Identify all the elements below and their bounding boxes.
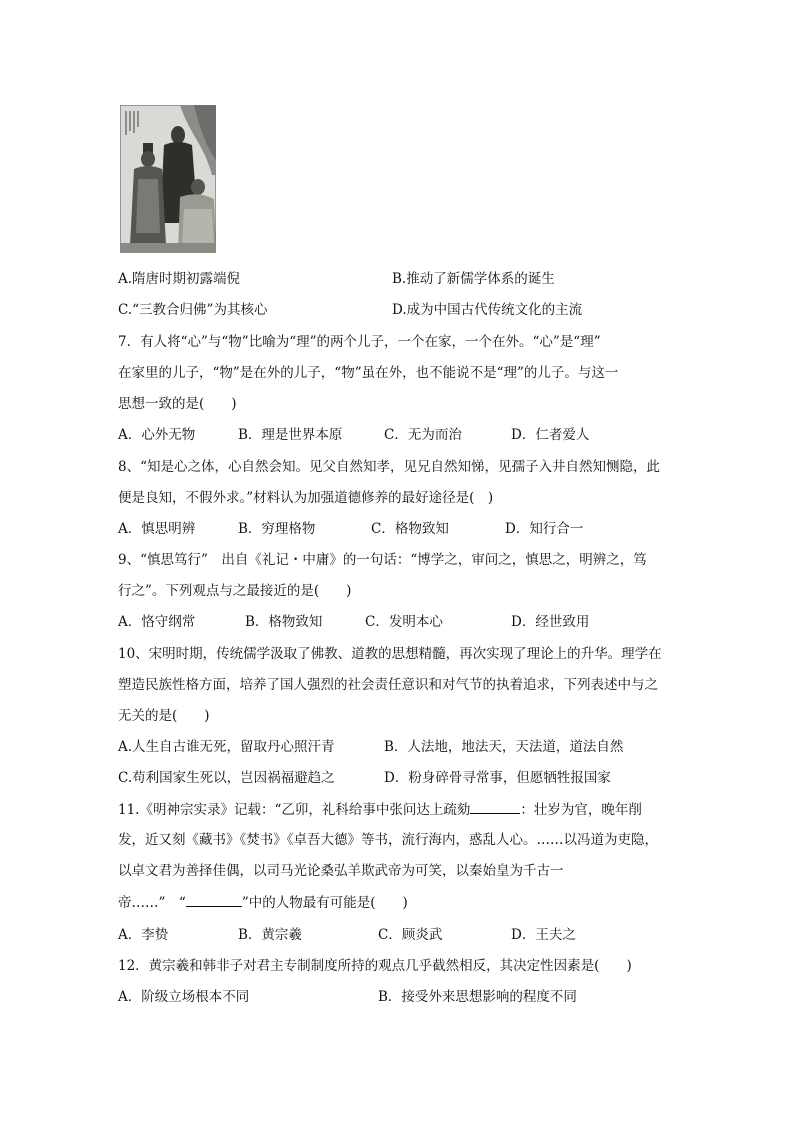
q11-option-a[interactable]: A．李贽 [118, 927, 169, 943]
q10-option-b[interactable]: B．人法地，地法天，天法道，道法自然 [384, 739, 624, 755]
q9-option-d[interactable]: D．经世致用 [511, 614, 590, 630]
q8-stem-line-1: 8、“知是心之体，心自然会知。见父自然知孝，见兄自然知悌，见孺子入井自然知恻隐，此 [118, 459, 660, 475]
q7-option-c[interactable]: C．无为而治 [384, 427, 462, 443]
q6-option-a[interactable]: A.隋唐时期初露端倪 [118, 271, 241, 287]
q7-option-a[interactable]: A．心外无物 [118, 427, 196, 443]
q9-option-c[interactable]: C．发明本心 [365, 614, 443, 630]
q11-option-c[interactable]: C．顾炎武 [378, 927, 443, 943]
q7-stem-line-3: 思想一致的是( ) [118, 396, 237, 412]
q11-option-d[interactable]: D．王夫之 [511, 927, 576, 943]
q11-stem-line-1 [118, 800, 642, 819]
q11-stem-line-1-post: ：壮岁为官，晚年削 [520, 802, 642, 818]
q10-option-d[interactable]: D．粉身碎骨寻常事，但愿牺牲报国家 [384, 770, 611, 786]
q8-option-d[interactable]: D．知行合一 [505, 521, 584, 537]
q8-stem-line-2: 便是良知，不假外求。”材料认为加强道德修养的最好途径是( ) [118, 490, 494, 506]
q9-stem-line-1: 9、“慎思笃行” 出自《礼记・中庸》的一句话：“博学之，审问之，慎思之，明辨之，笃 [118, 552, 647, 568]
q6-option-b[interactable]: B.推动了新儒学体系的诞生 [392, 271, 555, 287]
q9-option-a[interactable]: A．恪守纲常 [118, 614, 196, 630]
q7-stem-line-1: 7．有人将“心”与“物”比喻为“理”的两个儿子，一个在家，一个在外。“心”是“理” [118, 334, 601, 350]
q11-stem-line-4 [118, 893, 408, 912]
q7-option-d[interactable]: D．仁者爱人 [511, 427, 590, 443]
q12-option-b[interactable]: B．接受外来思想影响的程度不同 [378, 989, 577, 1005]
q11-stem-line-2: 发，近又刻《藏书》《焚书》《卓吾大德》等书，流行海内，惑乱人心。……以冯道为吏隐， [118, 832, 658, 848]
q11-stem-line-4-pre: 帝……” “ [118, 895, 186, 911]
q12-stem-line-1: 12．黄宗羲和韩非子对君主专制制度所持的观点几乎截然相反，其决定性因素是( ) [118, 958, 632, 974]
q12-option-a[interactable]: A．阶级立场根本不同 [118, 989, 250, 1005]
q10-stem-line-1: 10、宋明时期，传统儒学汲取了佛教、道教的思想精髓，再次实现了理论上的升华。理学在 [118, 646, 662, 662]
three-teachings-portrait-image [120, 105, 216, 253]
q10-stem-line-3: 无关的是( ) [118, 708, 210, 724]
q11-blank-1 [470, 800, 520, 814]
q8-option-b[interactable]: B．穷理格物 [238, 521, 316, 537]
q11-option-b[interactable]: B．黄宗羲 [238, 927, 302, 943]
q9-option-b[interactable]: B．格物致知 [245, 614, 323, 630]
q9-stem-line-2: 行之”。下列观点与之最接近的是( ) [118, 583, 352, 599]
q10-stem-line-2: 塑造民族性格方面，培养了国人强烈的社会责任意识和对气节的执着追求，下列表述中与之 [118, 677, 658, 693]
q10-option-c[interactable]: C.苟利国家生死以，岂因祸福避趋之 [118, 770, 335, 786]
q11-stem-line-1-pre: 11.《明神宗实录》记载：“乙卯，礼科给事中张问达上疏劾 [118, 802, 471, 818]
q8-option-c[interactable]: C．格物致知 [371, 521, 449, 537]
q6-option-c[interactable]: C.“三教合归佛”为其核心 [118, 302, 268, 318]
q7-stem-line-2: 在家里的儿子，“物”是在外的儿子，“物”虽在外，也不能说不是“理”的儿子。与这一 [118, 365, 619, 381]
q10-option-a[interactable]: A.人生自古谁无死，留取丹心照汗青 [118, 739, 335, 755]
q11-stem-line-4-post: ”中的人物最有可能是( ) [241, 895, 408, 911]
q8-option-a[interactable]: A．慎思明辨 [118, 521, 196, 537]
q11-blank-2 [186, 893, 242, 907]
q11-stem-line-3: 以卓文君为善择佳偶，以司马光论桑弘羊欺武帝为可笑，以秦始皇为千古一 [118, 863, 564, 879]
q6-option-d[interactable]: D.成为中国古代传统文化的主流 [392, 302, 583, 318]
q7-option-b[interactable]: B．理是世界本原 [238, 427, 343, 443]
